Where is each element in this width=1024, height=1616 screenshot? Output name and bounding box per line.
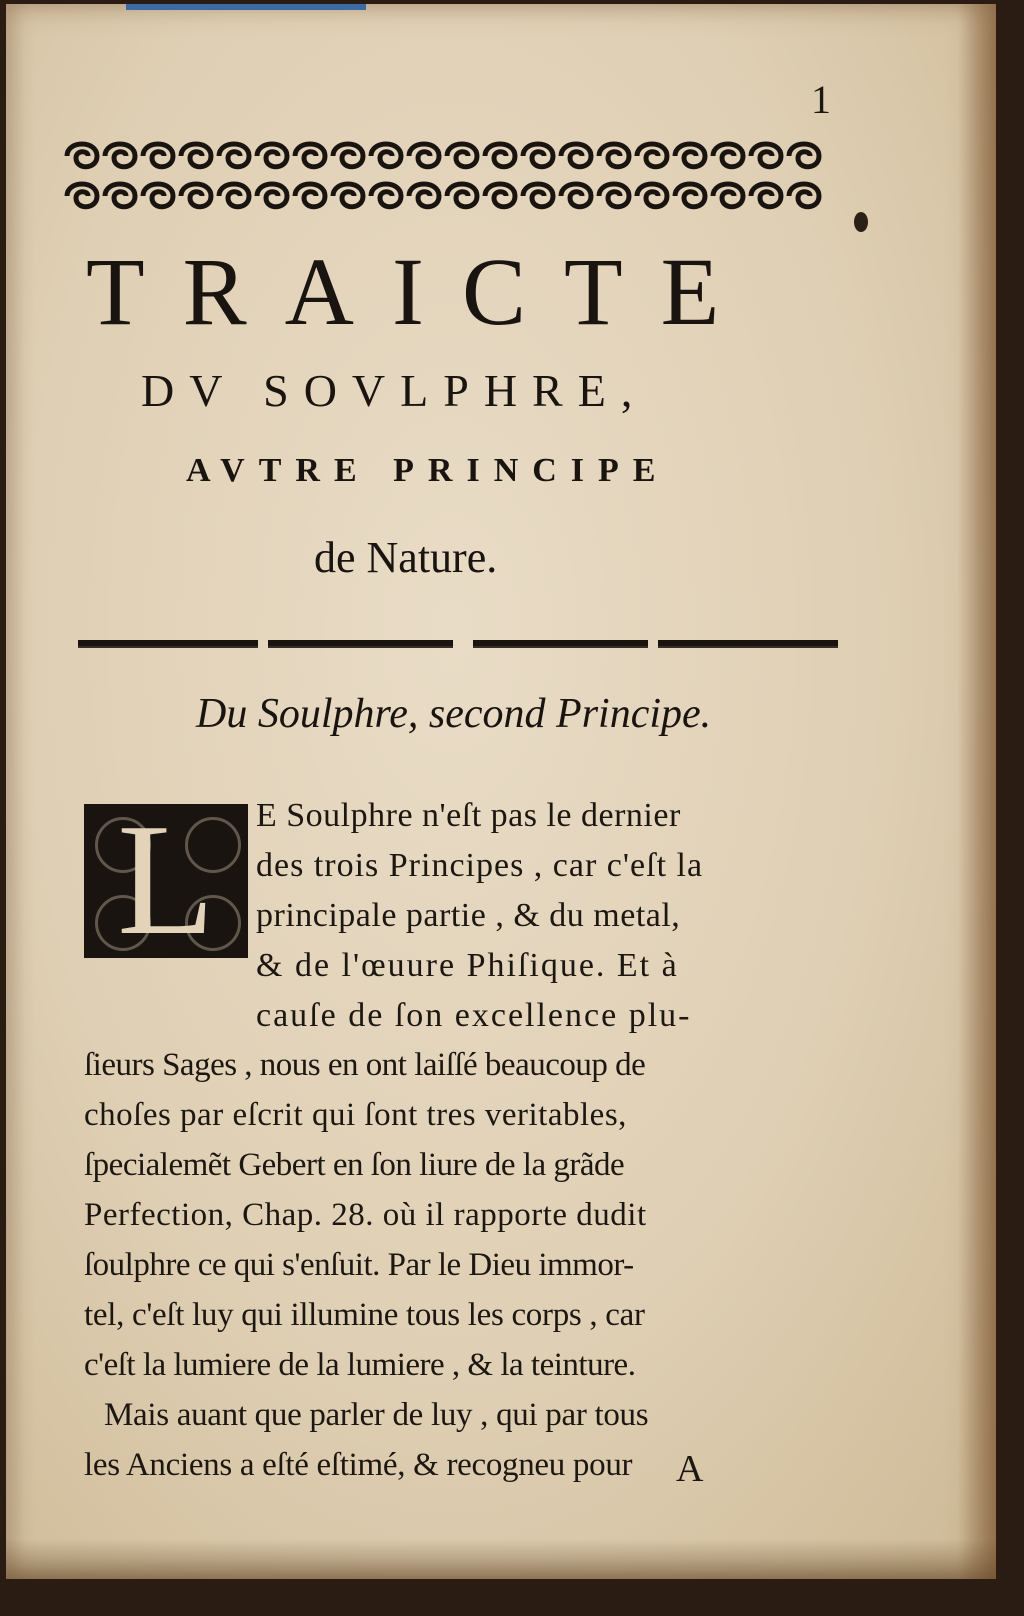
page-edge-marker	[126, 4, 366, 10]
text-line: c'eſt la lumiere de la lumiere , & la teinture.	[84, 1347, 636, 1383]
text-line: ſieurs Sages , nous en ont laiſſé beaucoup de	[84, 1047, 646, 1083]
page-gutter-shadow	[958, 4, 996, 1579]
subtitle-line-2: AVTRE PRINCIPE	[186, 452, 670, 489]
subtitle-line-1: DV SOVLPHRE,	[141, 365, 648, 416]
text-line: des trois Principes , car c'eſt la	[256, 847, 704, 884]
decorative-rule	[78, 640, 838, 650]
page-bottom-shadow	[6, 1539, 996, 1579]
subtitle-line-3: de Nature.	[314, 533, 498, 582]
text-line: Mais auant que parler de luy , qui par tous	[104, 1397, 649, 1433]
signature-mark: A	[676, 1448, 704, 1490]
text-line: ſpecialemẽt Gebert en ſon liure de la grãde	[84, 1147, 625, 1183]
text-line: tel, c'eſt luy qui illumine tous les corps , car	[84, 1297, 645, 1333]
book-page	[6, 4, 996, 1579]
page-number: 1	[811, 77, 831, 122]
text-line: ſoulphre ce qui s'enſuit. Par le Dieu immor-	[84, 1247, 634, 1283]
text-line: & de l'œuure Phiſique. Et à	[256, 947, 679, 984]
text-line: E Soulphre n'eſt pas le dernier	[256, 797, 681, 834]
text-line: Perfection, Chap. 28. où il rapporte dudit	[84, 1197, 647, 1233]
drop-cap-initial	[84, 790, 248, 968]
main-title: TRAICTE	[86, 238, 758, 345]
ink-spot	[854, 212, 868, 232]
section-heading: Du Soulphre, second Principe.	[196, 691, 712, 737]
drop-cap-letter: L	[117, 790, 215, 968]
text-line: choſes par eſcrit qui ſont tres veritables,	[84, 1097, 627, 1133]
ornamental-border	[64, 136, 826, 216]
text-line: les Anciens a eſté eſtimé, & recogneu pour	[84, 1447, 633, 1483]
text-line: cauſe de ſon excellence plu-	[256, 997, 692, 1034]
text-line: principale partie , & du metal,	[256, 897, 681, 934]
